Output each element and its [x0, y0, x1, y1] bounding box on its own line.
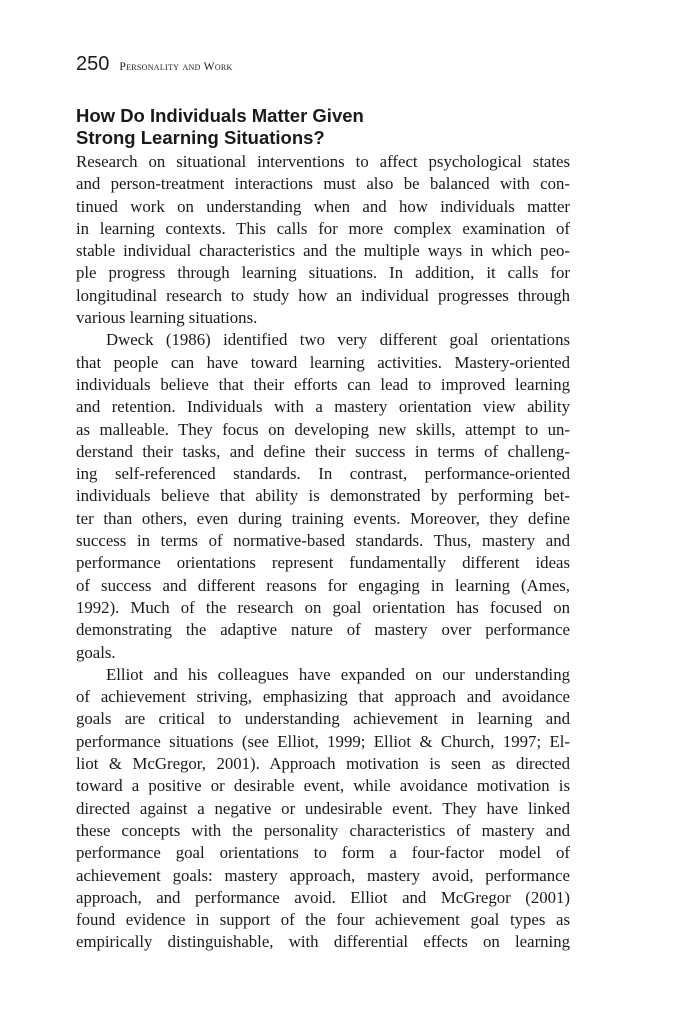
text-line: Elliot and his colleagues have expanded on our understanding	[106, 664, 570, 684]
text-line: these concepts with the personality characteristics of mastery and	[76, 820, 570, 840]
text-line: stable individual characteristics and the multiple ways in which peo-	[76, 241, 570, 261]
text-line: toward a positive or desirable event, while avoidance motivation is	[76, 776, 570, 796]
text-line: of achievement striving, emphasizing that approach and avoidance	[76, 687, 570, 707]
text-line: goals are critical to understanding achievement in learning and	[76, 709, 570, 729]
heading-line: How Do Individuals Matter Given	[76, 105, 364, 126]
text-line: as malleable. They focus on developing new skills, attempt to un-	[76, 419, 570, 439]
running-title: Personality and Work	[119, 61, 233, 73]
text-line: goals.	[76, 642, 116, 662]
text-line: performance orientations represent fundamentally different ideas	[76, 553, 570, 573]
text-line: performance goal orientations to form a four-factor model of	[76, 843, 570, 863]
text-line: and person-treatment interactions must also be balanced with con-	[76, 174, 570, 194]
text-line: demonstrating the adaptive nature of mastery over performance	[76, 620, 570, 640]
heading-line: Strong Learning Situations?	[76, 127, 325, 148]
text-line: that people can have toward learning activities. Mastery-oriented	[76, 352, 570, 372]
text-line: Dweck (1986) identified two very different goal orientations	[106, 330, 570, 350]
text-line: liot & McGregor, 2001). Approach motivation is seen as directed	[76, 754, 570, 774]
text-line: in learning contexts. This calls for more complex examination of	[76, 218, 570, 238]
text-line: found evidence in support of the four achievement goal types as	[76, 910, 570, 930]
text-line: ple progress through learning situations. In addition, it calls for	[76, 263, 570, 283]
text-line: individuals believe that ability is demonstrated by performing bet-	[76, 486, 570, 506]
running-head	[76, 53, 233, 76]
text-line: of success and different reasons for engaging in learning (Ames,	[76, 575, 570, 595]
text-line: ing self-referenced standards. In contrast, performance-oriented	[76, 464, 570, 484]
text-line: empirically distinguishable, with differential effects on learning	[76, 932, 570, 952]
text-line: individuals believe that their efforts can lead to improved learning	[76, 374, 570, 394]
text-line: success in terms of normative-based standards. Thus, mastery and	[76, 531, 570, 551]
text-line: 1992). Much of the research on goal orientation has focused on	[76, 597, 570, 617]
section-heading	[76, 105, 576, 149]
text-line: various learning situations.	[76, 308, 258, 328]
page-number: 250	[76, 53, 110, 75]
text-line: and retention. Individuals with a mastery orientation view ability	[76, 397, 570, 417]
text-line: Research on situational interventions to affect psychological states	[76, 152, 570, 171]
body-text	[76, 151, 570, 954]
paragraph	[76, 151, 570, 329]
text-line: approach, and performance avoid. Elliot and McGregor (2001)	[76, 887, 570, 907]
text-line: directed against a negative or undesirable event. They have linked	[76, 798, 570, 818]
text-line: ter than others, even during training events. Moreover, they define	[76, 508, 570, 528]
text-line: tinued work on understanding when and how individuals matter	[76, 196, 570, 216]
text-line: longitudinal research to study how an individual progresses through	[76, 285, 570, 305]
text-line: performance situations (see Elliot, 1999; Elliot & Church, 1997; El-	[76, 731, 570, 751]
paragraph	[76, 664, 570, 954]
paragraph	[76, 329, 570, 663]
text-line: derstand their tasks, and define their success in terms of challeng-	[76, 441, 570, 461]
text-line: achievement goals: mastery approach, mastery avoid, performance	[76, 865, 570, 885]
